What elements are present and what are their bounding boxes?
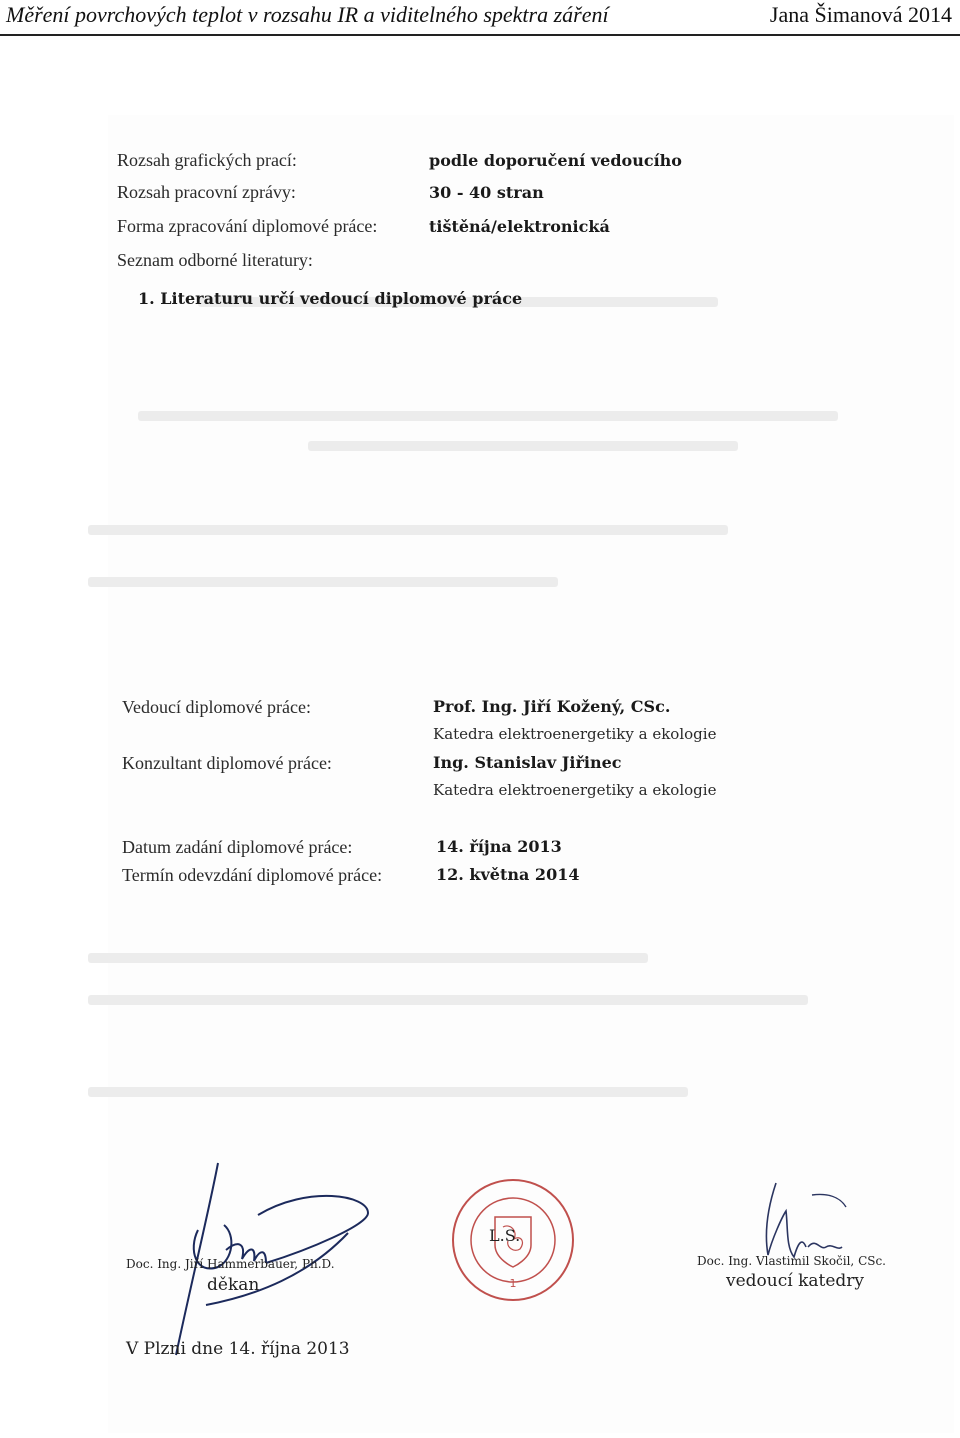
form-value [429,216,610,237]
submission-date-value: 12. května 2014 [436,865,580,884]
consultant-department: Katedra elektroenergetiky a ekologie [433,781,717,799]
graphics-range-value [429,150,682,171]
literature-row [117,250,313,271]
seal-number: 1 [509,1277,517,1290]
assignment-date-value: 14. října 2013 [436,837,562,856]
scanned-page [108,115,954,1433]
show-through-line [138,411,838,421]
supervisor-department: Katedra elektroenergetiky a ekologie [433,725,717,743]
place-date: V Plzni dne 14. října 2013 [126,1339,350,1359]
report-range-value [429,182,544,203]
row-value: podle doporučení vedoucího [429,151,682,170]
graphics-range-row [117,150,297,171]
row-label: Rozsah grafických prací: [117,150,297,170]
head-role: vedoucí katedry [726,1271,865,1291]
row-value: tištěná/elektronická [429,217,610,236]
submission-date-label: Termín odevzdání diplomové práce: [122,865,383,885]
literature-item [138,288,522,309]
head-name: Doc. Ing. Vlastimil Skočil, CSc. [697,1254,886,1268]
assignment-date-label: Datum zadání diplomové práce: [122,837,353,857]
supervisor-label: Vedoucí diplomové práce: [122,697,311,717]
supervisor-name: Prof. Ing. Jiří Kožený, CSc. [433,697,671,716]
show-through-line [88,525,728,535]
show-through-line [88,995,808,1005]
document-header [0,0,960,36]
header-title: Měření povrchových teplot v rozsahu IR a viditelného spektra záření [6,2,609,27]
row-label: Seznam odborné literatury: [117,250,313,270]
consultant-name: Ing. Stanislav Jiřinec [433,753,622,772]
row-label: Rozsah pracovní zprávy: [117,182,296,202]
header-author: Jana Šimanová 2014 [769,2,952,27]
row-value: 30 - 40 stran [429,183,544,202]
dean-name: Doc. Ing. Jiří Hammerbauer, Ph.D. [126,1257,335,1271]
seal-mark: L.S. [489,1226,521,1245]
show-through-line [88,577,558,587]
literature-text: 1. Literaturu určí vedoucí diplomové práce [138,289,523,308]
show-through-line [88,1087,688,1097]
report-range-row [117,182,296,203]
show-through-line [88,953,648,963]
form-row [117,216,377,237]
show-through-line [308,441,738,451]
dean-role: děkan [207,1275,260,1295]
consultant-label: Konzultant diplomové práce: [122,753,332,773]
row-label: Forma zpracování diplomové práce: [117,216,378,236]
